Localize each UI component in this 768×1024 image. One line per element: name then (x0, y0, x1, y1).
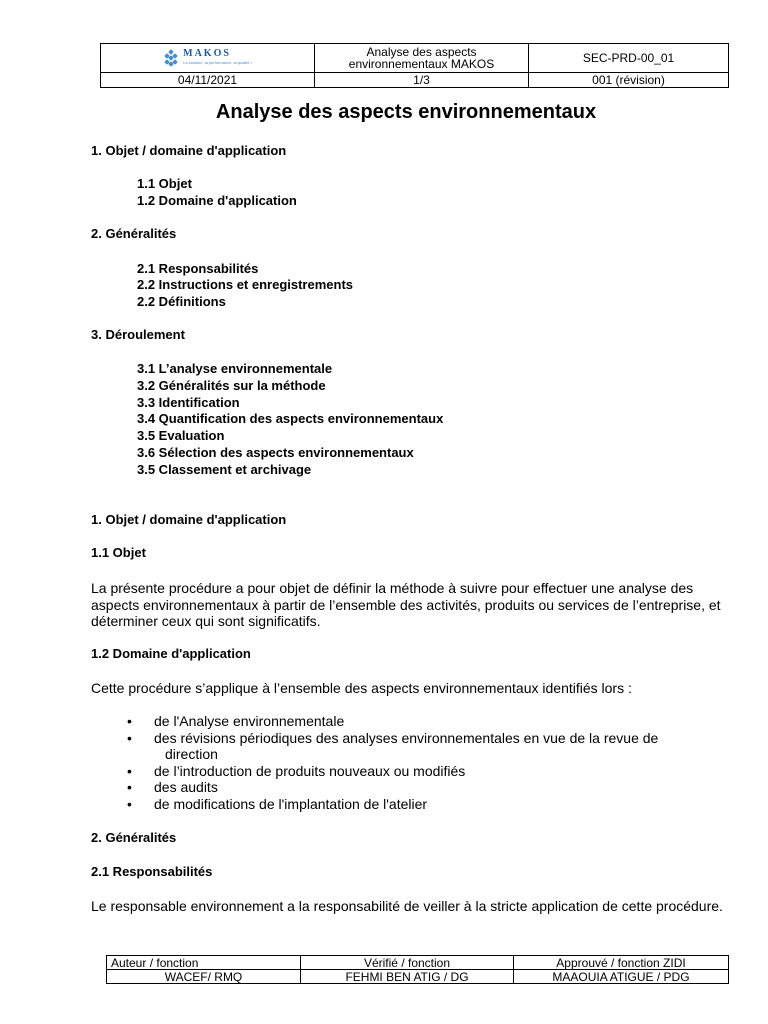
paragraph-domaine: Cette procédure s’applique à l’ensemble des aspects environnementaux identifiés lors : (91, 680, 632, 696)
toc-section-3: 3. Déroulement (91, 327, 185, 342)
toc-item-2-2b: 2.2 Définitions (137, 294, 226, 309)
scope-bullet-list (127, 713, 727, 813)
page-title: Analyse des aspects environnementaux (215, 101, 597, 123)
list-item-line: direction (165, 746, 218, 763)
section-heading-2: 2. Généralités (91, 830, 177, 845)
revision-cell: 001 (révision) (529, 73, 729, 88)
verified-label: Vérifié / fonction (301, 956, 514, 970)
author-value: WACEF/ RMQ (107, 970, 301, 984)
approval-table (106, 955, 729, 984)
toc-item-3-4: 3.4 Quantification des aspects environnementaux (137, 411, 444, 426)
section-heading-1: 1. Objet / domaine d'application (91, 512, 287, 527)
logo-tagline: La solution, la performance, la qualité ! (183, 60, 252, 65)
paragraph-objet: La présente procédure a pour objet de définir la méthode à suivre pour effectuer une analyse des aspects environnementaux à partir de l’ensemble des activités, produits ou services de l’entreprise, et déterminer ceux qui sont significatifs. (91, 580, 721, 630)
approved-label: Approuvé / fonction ZIDI (514, 956, 729, 970)
verified-value: FEHMI BEN ATIG / DG (301, 970, 514, 984)
logo-cube-icon (163, 50, 179, 66)
toc-item-3-6: 3.6 Sélection des aspects environnementaux (137, 445, 414, 460)
logo-cell (101, 44, 315, 73)
document-header-table (100, 43, 729, 88)
toc-item-3-1: 3.1 L’analyse environnementale (137, 361, 333, 376)
list-item (127, 730, 727, 763)
date-cell: 04/11/2021 (101, 73, 315, 88)
toc-item-3-2: 3.2 Généralités sur la méthode (137, 378, 326, 393)
page-number-cell: 1/3 (315, 73, 529, 88)
subsection-heading-2-1: 2.1 Responsabilités (91, 864, 213, 879)
subsection-heading-1-2: 1.2 Domaine d'application (91, 646, 251, 661)
list-item: • de l'Analyse environnementale (127, 713, 727, 730)
paragraph-responsabilites: Le responsable environnement a la responsabilité de veiller à la stricte application de cette procédure. (91, 898, 723, 914)
list-item: • de modifications de l'implantation de l'atelier (127, 796, 727, 813)
logo-name: MAKOS (183, 48, 231, 59)
author-label: Auteur / fonction (107, 956, 301, 970)
toc-item-2-2a: 2.2 Instructions et enregistrements (137, 277, 354, 292)
doc-title-cell: Analyse des aspects environnementaux MAKOS (315, 44, 529, 73)
toc-item-1-2: 1.2 Domaine d'application (137, 193, 297, 208)
list-item: • de l’introduction de produits nouveaux ou modifiés (127, 763, 727, 780)
toc-item-3-3: 3.3 Identification (137, 395, 240, 410)
toc-item-3-7: 3.5 Classement et archivage (137, 462, 312, 477)
list-item: • des audits (127, 779, 727, 796)
subsection-heading-1-1: 1.1 Objet (91, 545, 146, 560)
approved-value: MAAOUIA ATIGUE / PDG (514, 970, 729, 984)
company-logo (105, 49, 310, 67)
toc-item-3-5: 3.5 Evaluation (137, 428, 225, 443)
toc-item-1-1: 1.1 Objet (137, 176, 192, 191)
toc-section-2: 2. Généralités (91, 226, 177, 241)
list-item-line: des révisions périodiques des analyses environnementales en vue de la revue de (154, 729, 659, 746)
toc-item-2-1: 2.1 Responsabilités (137, 261, 259, 276)
toc-section-1: 1. Objet / domaine d'application (91, 143, 287, 158)
doc-code-cell: SEC-PRD-00_01 (529, 44, 729, 73)
